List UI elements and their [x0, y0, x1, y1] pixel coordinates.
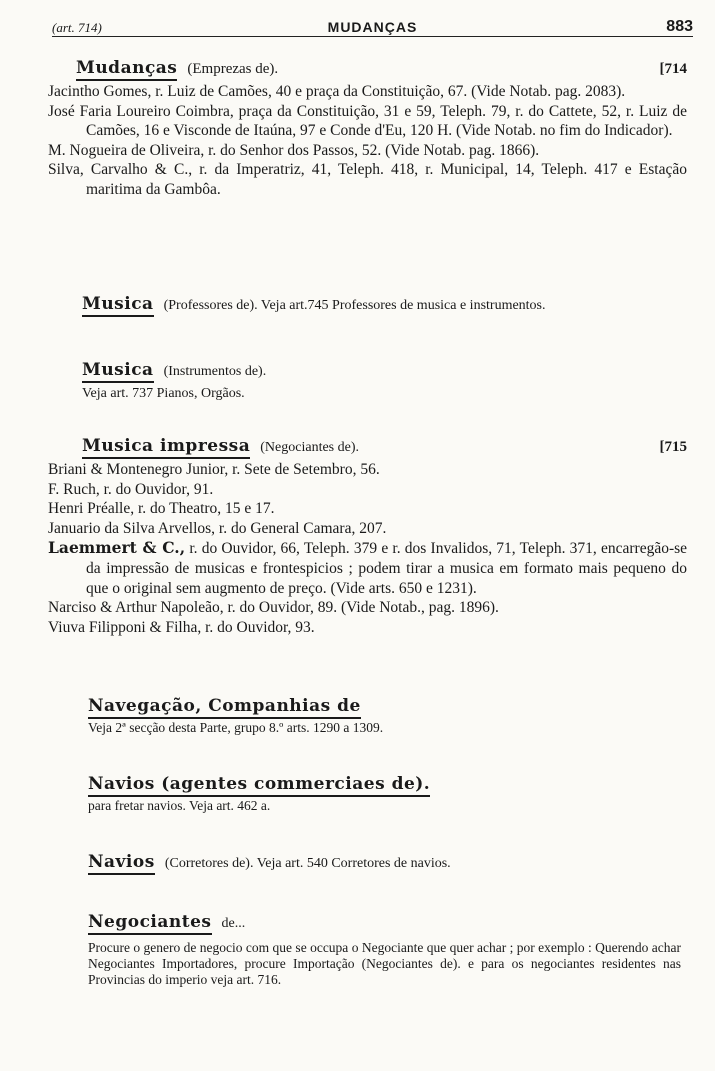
page-number: 883 — [666, 18, 693, 35]
section-note: (Negociantes de). — [260, 440, 359, 455]
section-title: Navegação, Companhias de — [88, 696, 361, 719]
section-navegacao — [88, 694, 687, 737]
cross-reference: Veja 2ª secção desta Parte, grupo 8.º arts. 1290 a 1309. — [88, 720, 384, 735]
header-title: MUDANÇAS — [327, 19, 418, 35]
section-navios-corretores — [88, 850, 687, 876]
section-title: Navios (agentes commerciaes de). — [88, 774, 430, 797]
section-title: Navios — [88, 852, 155, 875]
list-item: Januario da Silva Arvellos, r. do General Camara, 207. — [48, 519, 387, 537]
section-title: Musica — [82, 360, 154, 383]
list-item — [48, 538, 687, 598]
section-heading — [88, 694, 687, 720]
section-negociantes — [88, 910, 681, 988]
list-item: Henri Préalle, r. do Theatro, 15 e 17. — [48, 500, 275, 518]
section-heading — [88, 850, 687, 876]
section-note: de... — [221, 916, 246, 931]
article-ref: [715 — [659, 439, 687, 455]
list-item: M. Nogueira de Oliveira, r. do Senhor dos Passos, 52. (Vide Notab. pag. 1866). — [48, 141, 540, 159]
header-rule — [52, 36, 693, 37]
list-item: Jacintho Gomes, r. Luiz de Camões, 40 e praça da Constituição, 67. (Vide Notab. pag. 2083). — [48, 83, 626, 100]
article-ref: [714 — [659, 61, 687, 77]
section-title: Musica — [82, 294, 154, 317]
section-title: Negociantes — [88, 912, 212, 935]
section-heading — [88, 772, 687, 798]
list-item: Silva, Carvalho & C., r. da Imperatriz, 41, Teleph. 418, r. Municipal, 14, Teleph. 417 e Estação maritima da Gambôa. — [48, 161, 687, 198]
list-item: Briani & Montenegro Junior, r. Sete de Setembro, 56. — [48, 461, 380, 478]
section-heading — [82, 358, 687, 384]
section-musica-professores — [82, 292, 687, 318]
section-heading — [88, 910, 681, 936]
section-heading — [82, 292, 687, 318]
section-title: Musica impressa — [82, 436, 250, 459]
section-title: Mudanças — [76, 58, 177, 81]
cross-reference: Veja art. 737 Pianos, Orgãos. — [82, 386, 245, 401]
section-note: (Emprezas de). — [187, 61, 279, 77]
section-note: (Instrumentos de). — [163, 364, 267, 379]
cross-reference: para fretar navios. Veja art. 462 a. — [88, 798, 271, 813]
section-navios-agentes — [88, 772, 687, 815]
instruction-paragraph: Procure o genero de negocio com que se occupa o Negociante que quer achar ; por exemplo : Querendo achar Negociantes Importadores, procure Importação (Negociantes de). e para os negociantes residentes nas Provincias do imperio veja art. 716. — [88, 940, 681, 987]
section-heading — [76, 56, 687, 82]
section-heading — [82, 434, 687, 460]
section-mudancas — [48, 56, 687, 200]
list-item: Narciso & Arthur Napoleão, r. do Ouvidor, 89. (Vide Notab., pag. 1896). — [48, 599, 499, 617]
section-note: (Professores de). Veja art.745 Professores de musica e instrumentos. — [163, 298, 546, 313]
firm-name: Laemmert & C., — [48, 538, 186, 558]
list-item: José Faria Loureiro Coimbra, praça da Constituição, 31 e 59, Teleph. 79, r. do Cattete, 52, r. Luiz de Camões, 16 e Visconde de Itaúna, 97 e Conde d'Eu, 120 H. (Vide Notab. no fim do Indicador). — [48, 102, 687, 140]
firm-details: r. do Ouvidor, 66, Teleph. 379 e r. dos Invalidos, 71, Teleph. 371, encarregão-se da impressão de musicas e frontespicios ; podem tirar a musica em formato mais pequeno do que o original sem augmento de preço. (Vide arts. 650 e 1231). — [86, 540, 688, 597]
list-item: F. Ruch, r. do Ouvidor, 91. — [48, 480, 214, 498]
list-item: Viuva Filipponi & Filha, r. do Ouvidor, 93. — [48, 618, 315, 636]
running-header — [52, 14, 693, 36]
header-article-ref: (art. 714) — [52, 20, 102, 35]
section-note: (Corretores de). Veja art. 540 Corretores de navios. — [164, 856, 451, 871]
section-musica-instrumentos — [82, 358, 687, 403]
section-musica-impressa — [48, 434, 687, 637]
